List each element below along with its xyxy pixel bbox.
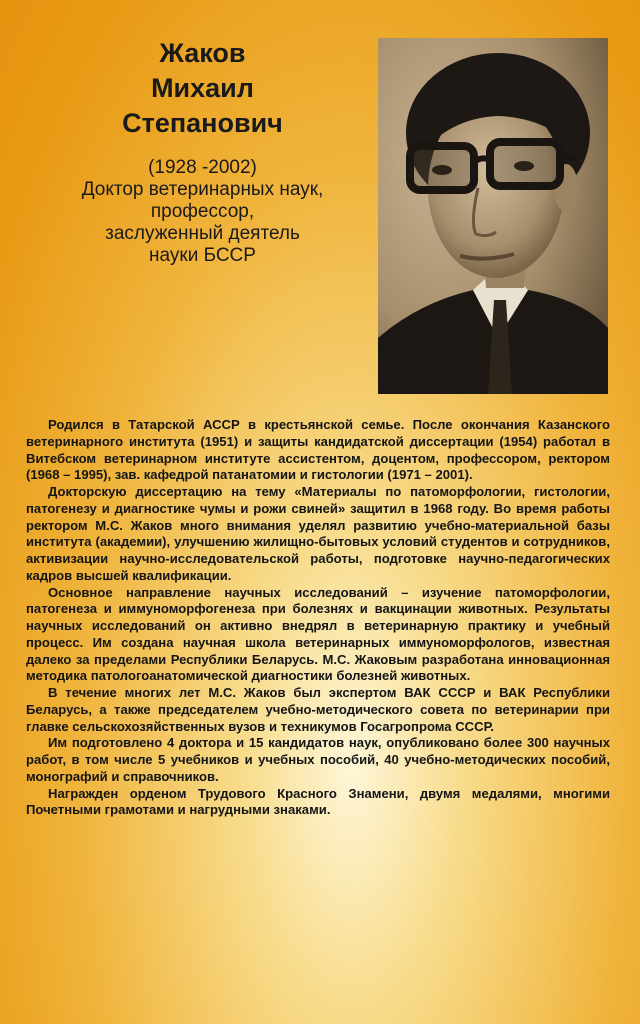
bio-paragraph-5: Им подготовлено 4 доктора и 15 кандидатов наук, опубликовано более 300 научных работ, в том числе 5 учебников и учебных пособий, 40 учебно-методических пособий, монографий и справочников. xyxy=(26,735,610,784)
title-line-1: Доктор ветеринарных наук, xyxy=(81,179,324,200)
first-name: Михаил xyxy=(151,73,254,103)
life-years: (1928 -2002) xyxy=(148,157,257,178)
bio-paragraph-4: В течение многих лет М.С. Жаков был экспертом ВАК СССР и ВАК Республики Беларусь, а также председателем учебно-методического совета по ветеринарии при главке сельскохозяйственных вузов и техникумов Госагропрома СССР. xyxy=(26,685,610,734)
title-line-3: заслуженный деятель xyxy=(105,223,300,244)
biography-text xyxy=(26,417,610,819)
patronymic: Степанович xyxy=(122,108,283,138)
bio-paragraph-6: Награжден орденом Трудового Красного Знамени, двумя медалями, многими Почетными грамотами и нагрудными знаками. xyxy=(26,785,610,818)
portrait-photo xyxy=(378,38,608,394)
header-block xyxy=(40,36,365,267)
bio-paragraph-1: Родился в Татарской АССР в крестьянской семье. После окончания Казанского ветеринарного института (1951) и защиты кандидатской диссертации (1954) работал в Витебском ветеринарном институте ассистентом, доцентом, профессором, ректором (1968 – 1995), зав. кафедрой патанатомии и гистологии (1971 – 2001). xyxy=(26,417,610,483)
surname: Жаков xyxy=(159,38,246,68)
title-line-4: науки БССР xyxy=(149,245,256,266)
bio-paragraph-3: Основное направление научных исследований – изучение патоморфологии, патогенеза и иммуноморфогенеза при болезнях и вакцинации животных. Результаты научных исследований он активно внедрял в ветеринарную практику и учебный процесс. Им создана научная школа ветеринарных иммуноморфологов, известная далеко за пределами Республики Беларусь. М.С. Жаковым разработана инновационная методика патологоанатомической диагностики болезней животных. xyxy=(26,584,610,684)
title-line-2: профессор, xyxy=(150,201,255,222)
bio-paragraph-2: Докторскую диссертацию на тему «Материалы по патоморфологии, гистологии, патогенезу и диагностике чумы и рожи свиней» защитил в 1968 году. Во время работы ректором М.С. Жаков много внимания уделял развитию учебно-материальной базы института (академии), улучшению жилищно-бытовых условий студентов и сотрудников, активизации научно-исследовательской работы, подготовке научно-педагогических кадров высшей квалификации. xyxy=(26,484,610,583)
